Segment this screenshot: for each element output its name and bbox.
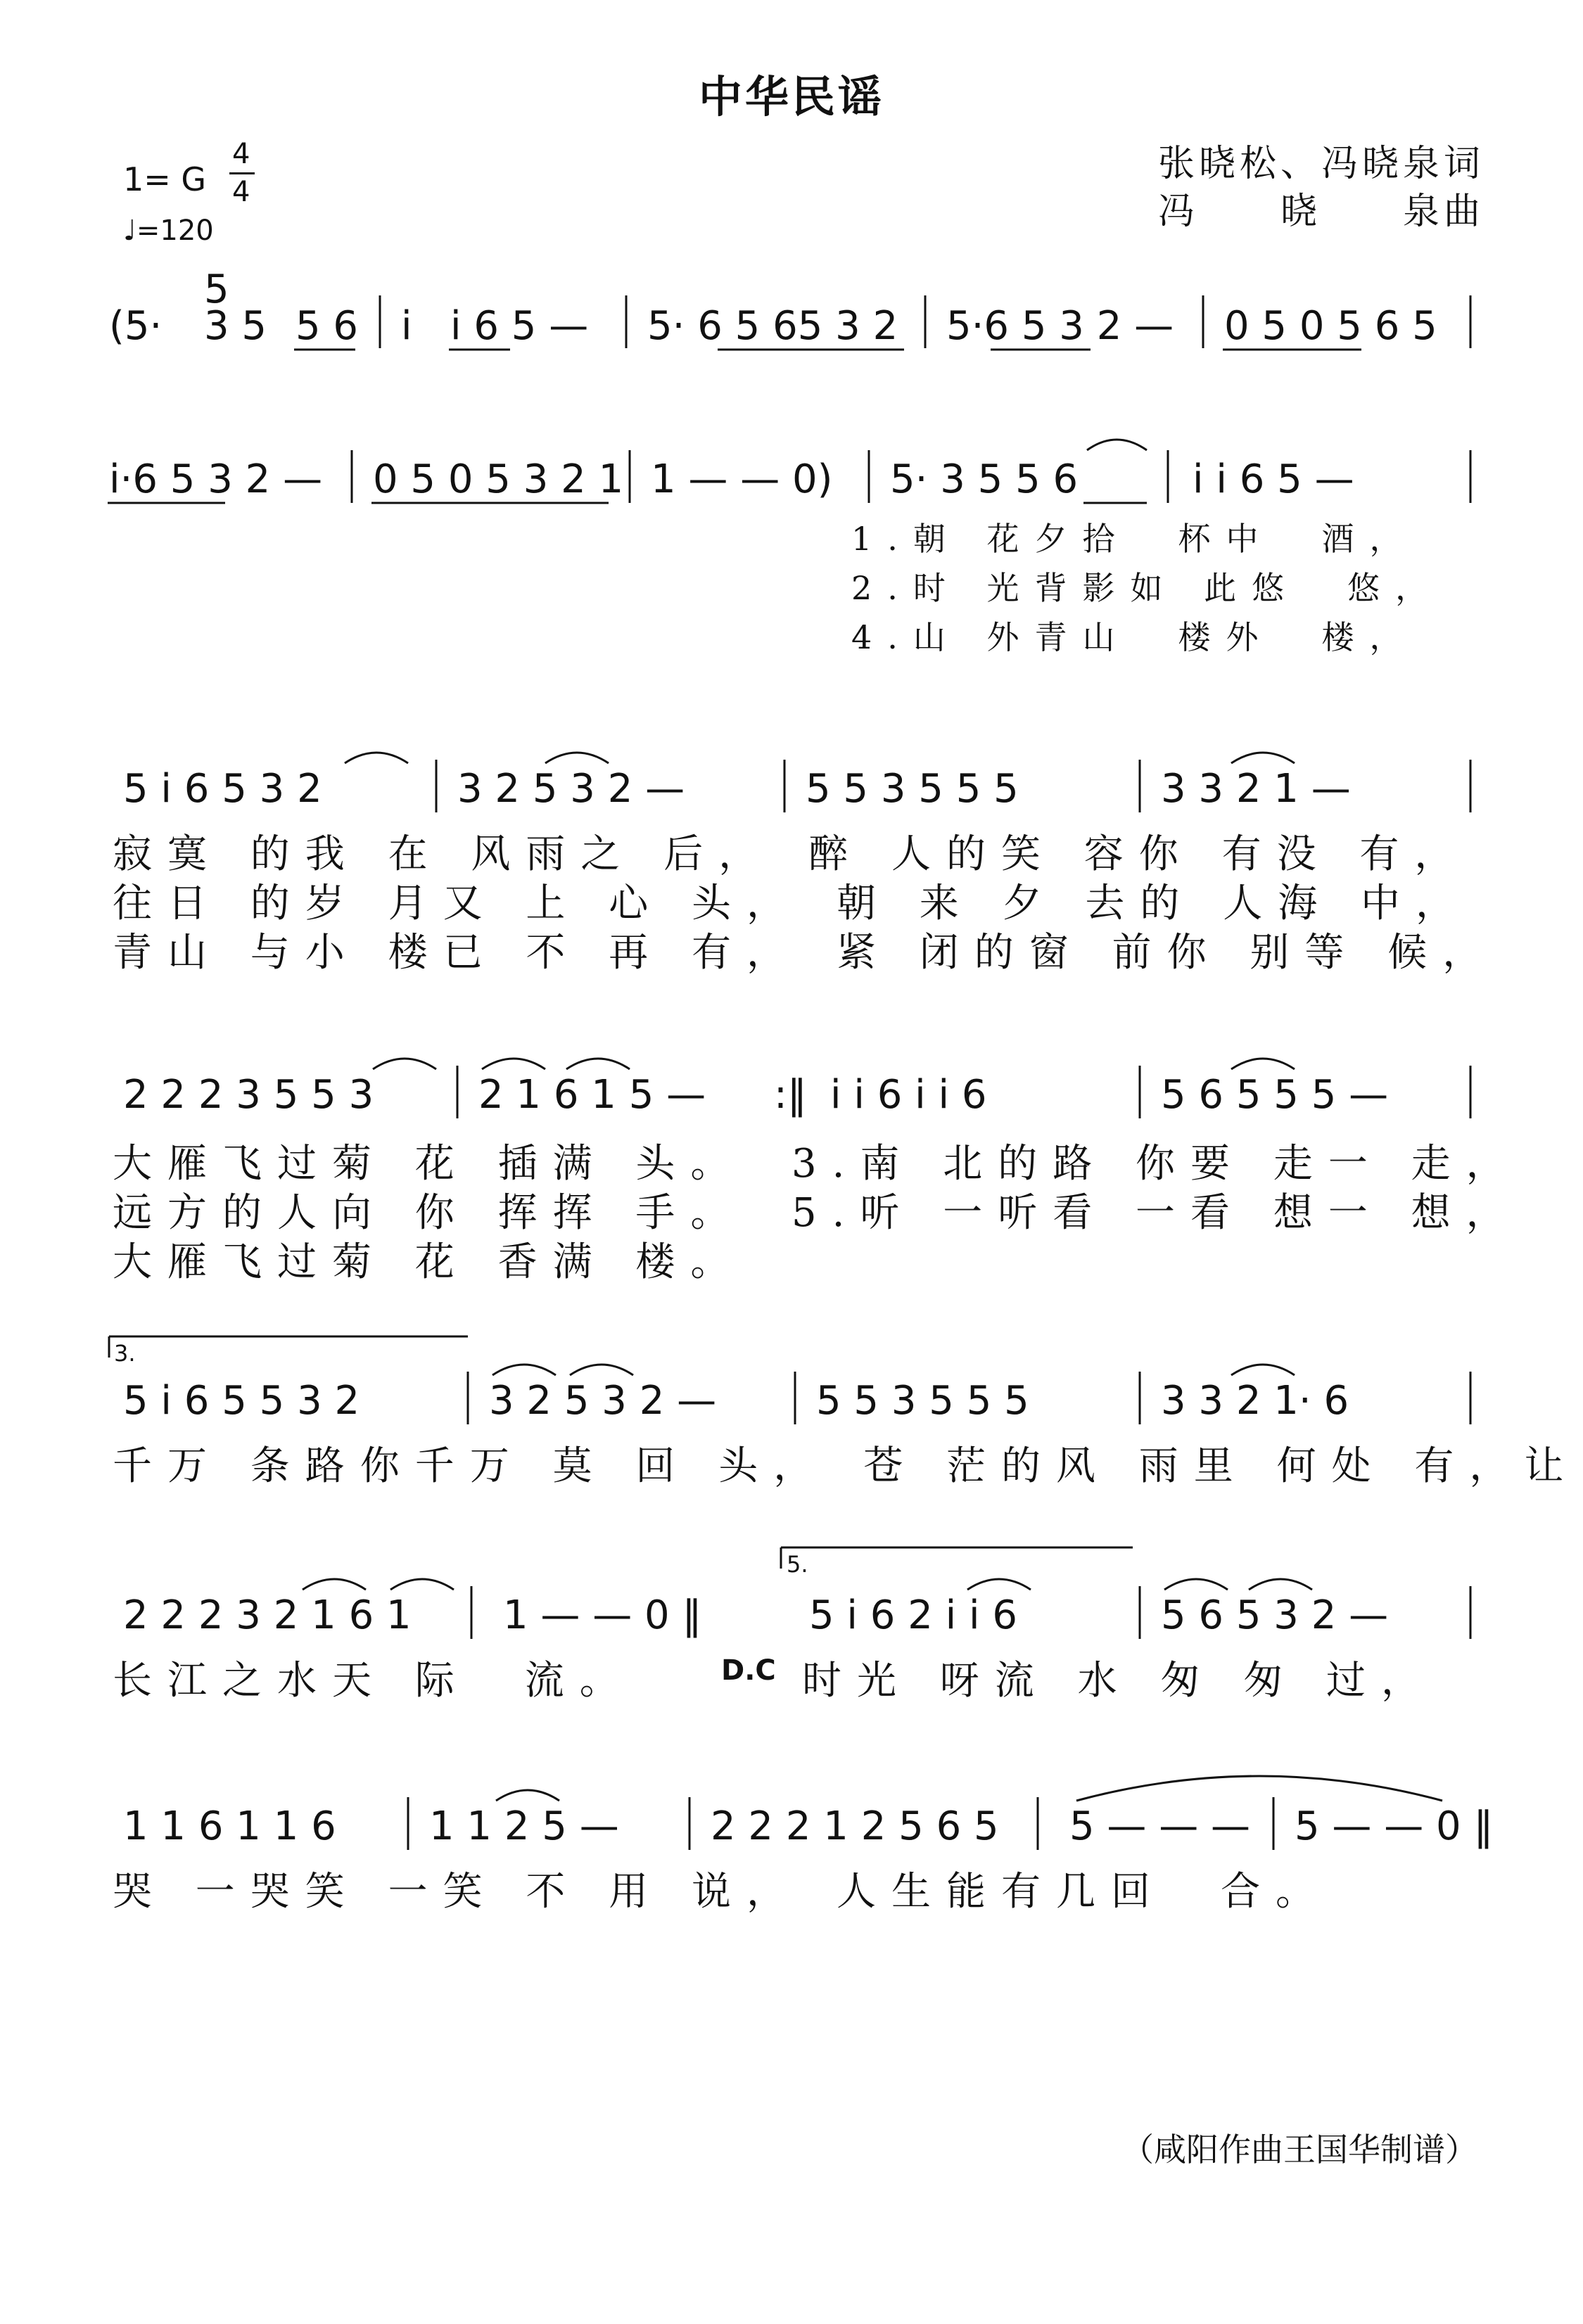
svg-text:i·6 5 3 2 —: i·6 5 3 2 — — [109, 456, 323, 502]
svg-text:5 6 5 3 2 —: 5 6 5 3 2 — — [1161, 1592, 1389, 1638]
grace-note: 5 — [204, 267, 229, 312]
system-2 — [108, 440, 1470, 503]
svg-text:5 6: 5 6 — [295, 303, 359, 349]
system-7 — [123, 1776, 1493, 1850]
svg-text:i i 6 i i 6: i i 6 i i 6 — [830, 1072, 987, 1118]
lyrics-line-4-1a: 大雁飞过菊 花 插满 头。 — [113, 1141, 746, 1187]
svg-text:i i 6 5 —: i i 6 5 — — [1193, 456, 1354, 502]
lyrics-line-4-1b: 3.南 北的路 你要 走一 走， — [792, 1141, 1521, 1187]
svg-text:5 i 6 5 3 2: 5 i 6 5 3 2 — [123, 766, 322, 812]
svg-text:i: i — [401, 303, 412, 349]
svg-text:3 3 2 1 —: 3 3 2 1 — — [1161, 766, 1351, 812]
lyrics-line-7-1: 哭 一哭笑 一笑 不 用 说， 人生能有几回 合。 — [113, 1869, 1331, 1915]
svg-text:3 2 5 3 2 —: 3 2 5 3 2 — — [457, 766, 685, 812]
lyrics-line-3-2: 往日 的岁 月又 上 心 头， 朝 来 夕 去的 人海 中， — [113, 881, 1471, 926]
time-signature-bottom: 4 — [232, 176, 250, 208]
svg-text::‖: :‖ — [774, 1072, 807, 1118]
svg-text:5 i 6 5 5 3 2: 5 i 6 5 5 3 2 — [123, 1378, 360, 1424]
svg-text:2 2 2 3 2 1 6 1: 2 2 2 3 2 1 6 1 — [123, 1592, 412, 1638]
lyrics-verse1-intro: 1.朝 花夕拾 杯中 酒， — [851, 520, 1418, 558]
composer-credit: 冯 晓 泉曲 — [1157, 191, 1485, 233]
system-1-notes: (5· — [109, 303, 163, 349]
svg-text:0 5 0 5 3 2 1: 0 5 0 5 3 2 1 — [373, 456, 624, 502]
svg-text:0 5 0 5 6 5: 0 5 0 5 6 5 — [1224, 303, 1437, 349]
lyrics-line-4-3a: 大雁飞过菊 花 香满 楼。 — [113, 1239, 746, 1285]
footer-credit: （咸阳作曲王国华制谱） — [1121, 2131, 1477, 2169]
svg-text:5· 3 5 5 6: 5· 3 5 5 6 — [890, 456, 1079, 502]
lyrics-line-4-2b: 5.听 一听看 一看 想一 想， — [792, 1190, 1521, 1236]
key-signature: 1= G — [123, 160, 207, 198]
svg-text:5·6 5 3 2 —: 5·6 5 3 2 — — [946, 303, 1174, 349]
page-title: 中华民谣 — [698, 71, 884, 122]
svg-text:1 1 2 5 —: 1 1 2 5 — — [429, 1803, 619, 1849]
svg-text:5 — — 0 ‖: 5 — — 0 ‖ — [1295, 1803, 1494, 1849]
system-4 — [123, 1059, 1470, 1118]
svg-text:5 5 3 5 5 5: 5 5 3 5 5 5 — [806, 766, 1019, 812]
lyrics-line-4-2a: 远方的人向 你 挥挥 手。 — [113, 1190, 746, 1236]
system-1 — [109, 267, 1470, 350]
svg-text:3 3 2 1· 6: 3 3 2 1· 6 — [1161, 1378, 1349, 1424]
lyrics-verse4-intro: 4.山 外青山 楼外 楼， — [851, 618, 1418, 656]
svg-text:3 5: 3 5 — [204, 303, 267, 349]
svg-text:2 2 2 1 2 5 6 5: 2 2 2 1 2 5 6 5 — [711, 1803, 999, 1849]
svg-text:5 — — —: 5 — — — — [1069, 1803, 1251, 1849]
svg-text:i 6 5 —: i 6 5 — — [450, 303, 589, 349]
svg-text:1 1 6 1 1 6: 1 1 6 1 1 6 — [123, 1803, 336, 1849]
lyricist-credit: 张晓松、冯晓泉词 — [1157, 143, 1485, 185]
lyrics-line-3-1: 寂寞 的我 在 风雨之 后， 醉 人的笑 容你 有没 有， — [113, 831, 1470, 877]
lyrics-line-5-1: 千万 条路你千万 莫 回 头， 苍 茫的风 雨里 何处 有，让 — [113, 1443, 1579, 1489]
svg-text:5· 6 5 65 3 2: 5· 6 5 65 3 2 — [647, 303, 898, 349]
volta-5-label: 5. — [787, 1551, 808, 1578]
svg-text:1 — — 0 ‖: 1 — — 0 ‖ — [503, 1592, 702, 1638]
time-signature-top: 4 — [232, 138, 250, 170]
lyrics-line-6-1a: 长江之水天 际 流。 — [113, 1658, 635, 1704]
svg-text:5 i 6 2 i i 6: 5 i 6 2 i i 6 — [809, 1592, 1017, 1638]
system-3 — [123, 753, 1470, 812]
lyrics-line-3-3: 青山 与小 楼已 不 再 有， 紧 闭的窗 前你 别等 候， — [113, 930, 1498, 976]
tempo-marking: ♩=120 — [123, 215, 214, 247]
lyrics-line-6-1b: 时光 呀流 水 匆 匆 过， — [802, 1658, 1437, 1704]
lyrics-verse2-intro: 2.时 光背影如 此悠 悠， — [851, 569, 1444, 607]
volta-3-label: 3. — [114, 1340, 136, 1367]
svg-text:1 — — 0): 1 — — 0) — [651, 456, 833, 502]
svg-text:5 5 3 5 5 5: 5 5 3 5 5 5 — [816, 1378, 1029, 1424]
svg-text:2 1 6 1 5 —: 2 1 6 1 5 — — [478, 1072, 706, 1118]
dc-marking: D.C — [721, 1654, 776, 1687]
system-5 — [109, 1336, 1470, 1424]
svg-text:3 2 5 3 2 —: 3 2 5 3 2 — — [489, 1378, 717, 1424]
svg-text:2 2 2 3 5 5 3: 2 2 2 3 5 5 3 — [123, 1072, 374, 1118]
svg-text:5 6 5 5 5 —: 5 6 5 5 5 — — [1161, 1072, 1389, 1118]
